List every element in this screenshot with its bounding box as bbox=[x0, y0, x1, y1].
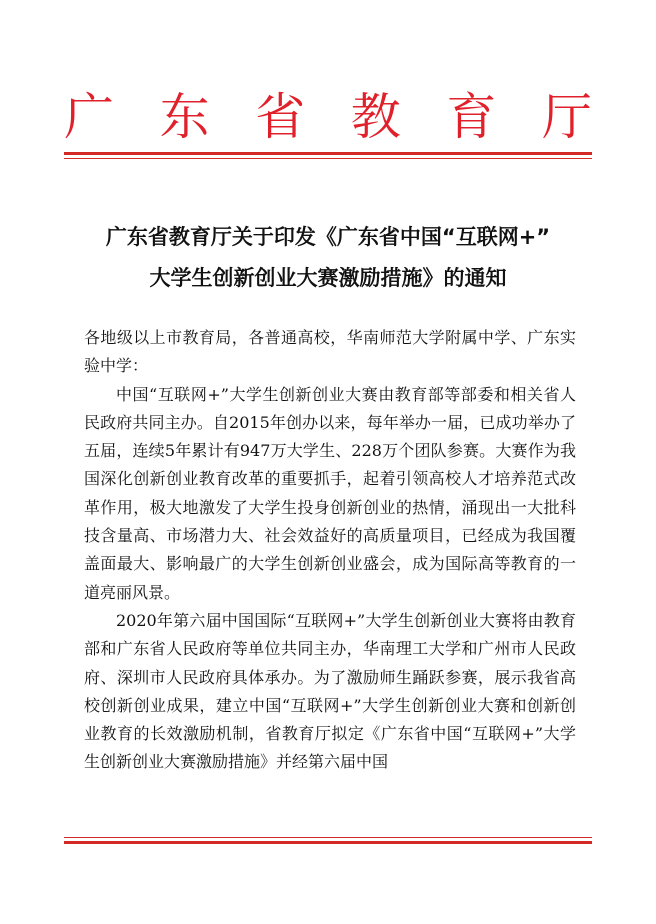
letterhead-char: 育 bbox=[446, 88, 497, 146]
letterhead-char: 东 bbox=[159, 88, 210, 146]
header-red-rule-thin bbox=[64, 158, 592, 159]
paragraph-2: 2020年第六届中国国际“互联网+”大学生创新创业大赛将由教育部和广东省人民政府等单位共同主办，华南理工大学和广州市人民政府、深圳市人民政府具体承办。为了激励师生踊跃参赛，展示我省高校创新创业成果，建立中国“互联网+”大学生创新创业大赛和创新创业教育的长效激励机制，省教育厅拟定《广东省中国“互联网+”大学生创新创业大赛激励措施》并经第六届中国 bbox=[84, 610, 576, 772]
notice-title-line-1: 广东省教育厅关于印发《广东省中国“互联网+” bbox=[105, 225, 551, 249]
notice-body bbox=[84, 324, 576, 777]
notice-title-line-2: 大学生创新创业大赛激励措施》的通知 bbox=[149, 266, 507, 290]
addressee: 各地级以上市教育局，各普通高校，华南师范大学附属中学、广东实验中学： bbox=[84, 328, 576, 376]
footer-red-rule-thin bbox=[64, 837, 592, 838]
letterhead-char: 广 bbox=[64, 88, 114, 146]
letterhead-char: 教 bbox=[350, 88, 401, 146]
header-red-rule-thick bbox=[64, 152, 592, 155]
letterhead-char: 省 bbox=[255, 88, 306, 146]
footer-red-rule-thick bbox=[64, 841, 592, 844]
letterhead-char: 厅 bbox=[541, 88, 592, 146]
letterhead-title bbox=[64, 88, 592, 146]
paragraph-1: 中国“互联网+”大学生创新创业大赛由教育部等部委和相关省人民政府共同主办。自2015年创办以来，每年举办一届，已成功举办了五届，连续5年累计有947万大学生、228万个团队参赛。大赛作为我国深化创新创业教育改革的重要抓手，起着引领高校人才培养范式改革作用，极大地激发了大学生投身创新创业的热情，涌现出一大批科技含量高、市场潜力大、社会效益好的高质量项目，已经成为我国覆盖面最大、影响最广的大学生创新创业盛会，成为国际高等教育的一道亮丽风景。 bbox=[84, 384, 576, 602]
